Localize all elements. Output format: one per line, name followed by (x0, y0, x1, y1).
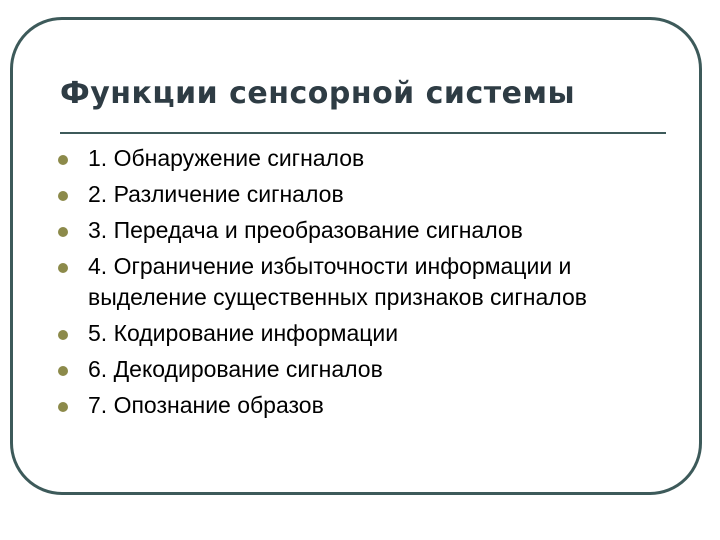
title-divider (60, 132, 666, 134)
list-item (58, 179, 678, 210)
round-bullet-icon (58, 402, 68, 412)
list-item (58, 318, 678, 349)
list-item-text: 4. Ограничение избыточности информации и выделение существенных признаков сигналов (88, 253, 587, 310)
list-item (58, 251, 678, 313)
list-item-text: 3. Передача и преобразование сигналов (88, 217, 523, 243)
list-item (58, 215, 678, 246)
round-bullet-icon (58, 263, 68, 273)
list-item-text: 5. Кодирование информации (88, 320, 399, 346)
round-bullet-icon (58, 155, 68, 165)
list-item-text: 1. Обнаружение сигналов (88, 145, 365, 171)
list-item (58, 354, 678, 385)
slide-title: Функции сенсорной системы (60, 76, 576, 111)
round-bullet-icon (58, 366, 68, 376)
list-item-text: 7. Опознание образов (88, 392, 324, 418)
round-bullet-icon (58, 227, 68, 237)
list-item-text: 6. Декодирование сигналов (88, 356, 383, 382)
list-item-text: 2. Различение сигналов (88, 181, 344, 207)
list-item (58, 390, 678, 421)
functions-list (58, 143, 678, 426)
round-bullet-icon (58, 191, 68, 201)
list-item (58, 143, 678, 174)
round-bullet-icon (58, 330, 68, 340)
